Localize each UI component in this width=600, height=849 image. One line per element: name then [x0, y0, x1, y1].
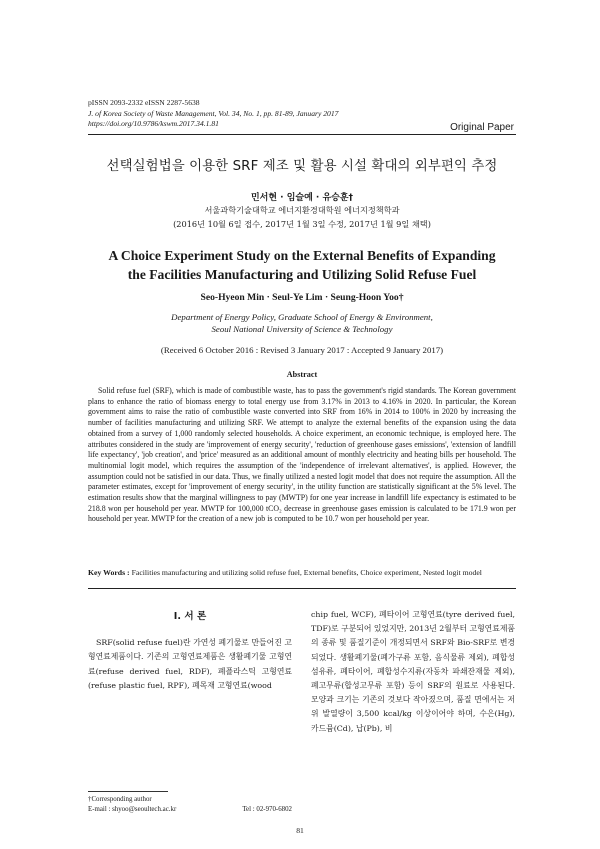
body-left-column	[88, 608, 292, 693]
keywords	[88, 568, 516, 577]
journal-citation: J. of Korea Society of Waste Management, Vol. 34, No. 1, pp. 81-89, January 2017	[88, 108, 339, 118]
body-paragraph-right: chip fuel, WCF), 폐타이어 고형연료(tyre derived fuel, TDF)로 구분되어 있었지만, 2013년 2월부터 고형연료제품의 종류 및 품질기준이 개정되면서 SRF와 Bio-SRF로 변경되었다. 생활폐기물(폐가구류 포함, 음식물류 제외), 폐합성섬유류, 폐타이어, 폐합성수지류(자동차 파쇄잔재물 제외), 폐고무류(합성고무류 포함) 등이 SRF의 원료로 사용된다. 모양과 크기는 기존의 것보다 작아졌으며, 품질 면에서는 저위 발열량이 3,500 kcal/kg 이상이어야 하며, 수은(Hg), 카드뮴(Cd), 납(Pb), 비	[311, 610, 515, 733]
footnote-rule	[88, 791, 168, 792]
body-right-column	[311, 608, 515, 736]
english-affiliation-line2: Seoul National University of Science & Technology	[211, 323, 393, 334]
abstract-text: Solid refuse fuel (SRF), which is made of combustible waste, has to pass the government's rigid standards. The Korean government plans to enhance the ratio of biomass energy to total energy use from 3.17% in 2013 to 4.16% in 2020. In particular, the Korean government aims to raise the ratio of combustible waste converted into SRF from 16% in 2014 to 100% in 2020 by increasing the number of facilities manufacturing and utilizing SRF. We attempt to analyze the external benefits of the expansion using the data obtained from a survey of 1,000 randomly selected households. A choice experiment, an economic technique, is employed here. The attributes considered in the study are 'improvement of energy security', 'reduction of greenhouse gases emissions', 'extension of landfill life expectancy', 'job creation', and 'price' measured as an additional amount of monthly electricity and heating bills per household. The multinomial logit model, which requires the assumption of the 'independence of irrelevant alternatives', is applied. However, the assumption could not be satisfied in our data. Thus, we finally utilized a nested logit model that does not require the assumption. All the parameter estimates, except for 'improvement of energy security', in the utility function are statistically significant at the 5% level. The estimation results show that the marginal willingness to pay (MWTP) for one year increase in landfill life expectancy is estimated to be 218.8 won per household per year. MWTP for 100,000 tCO₂ decrease in greenhouse gases emission is calculated to be 171.9 won per household per year. MWTP for the creation of a new job is computed to be 10.7 won per household per year.	[88, 386, 516, 524]
abstract-heading: Abstract	[286, 370, 318, 379]
body-paragraph-left: SRF(solid refuse fuel)란 가연성 폐기물로 만들어진 고형연료제품이다. 기존의 고형연료제품은 생활폐기물 고형연료(refuse derived fuel, RDF), 폐플라스틱 고형연료(refuse plastic fuel, RPF), 폐목재 고형연료(wood	[88, 638, 292, 690]
keywords-text: Facilities manufacturing and utilizing solid refuse fuel, External benefits, Choice experiment, Nested logit model	[131, 568, 482, 577]
doi-link[interactable]: https://doi.org/10.9786/kswm.2017.34.1.81	[88, 119, 219, 129]
english-authors: Seo-Hyeon Min · Seul-Ye Lim · Seung-Hoon Yoo†	[200, 292, 404, 303]
footnote-tel: Tel : 02-970-6802	[242, 806, 292, 813]
footnote-contact	[88, 805, 292, 815]
english-title-line1: A Choice Experiment Study on the External Benefits of Expanding	[108, 248, 496, 263]
footnote-email: E-mail : shyoo@seoultech.ac.kr	[88, 806, 177, 813]
keywords-rule	[88, 588, 516, 589]
korean-authors: 민서현 · 임슬예 · 유승훈†	[250, 193, 354, 203]
korean-dates: (2016년 10월 6일 접수, 2017년 1월 3일 수정, 2017년 1월 9일 채택)	[173, 219, 431, 229]
english-affiliation-line1: Department of Energy Policy, Graduate School of Energy & Environment,	[171, 312, 433, 322]
paper-type-label: Original Paper	[450, 122, 514, 133]
english-title-line2: the Facilities Manufacturing and Utilizing Solid Refuse Fuel	[127, 267, 477, 282]
page-number: 81	[296, 826, 304, 835]
english-title	[88, 246, 516, 284]
keywords-label: Key Words :	[88, 568, 132, 577]
footnote-label: †Corresponding author	[88, 796, 152, 803]
korean-affiliation: 서울과학기술대학교 에너지환경대학원 에너지정책학과	[204, 205, 400, 215]
issn-line: pISSN 2093-2332 eISSN 2287-5638	[88, 98, 200, 107]
english-dates: (Received 6 October 2016 : Revised 3 January 2017 : Accepted 9 January 2017)	[160, 345, 444, 355]
english-affiliation	[88, 312, 516, 335]
header-rule	[88, 134, 516, 135]
korean-title: 선택실험법을 이용한 SRF 제조 및 활용 시설 확대의 외부편익 추정	[106, 159, 498, 174]
section-heading-introduction: I. 서 론	[173, 611, 207, 622]
footnote	[88, 795, 292, 815]
